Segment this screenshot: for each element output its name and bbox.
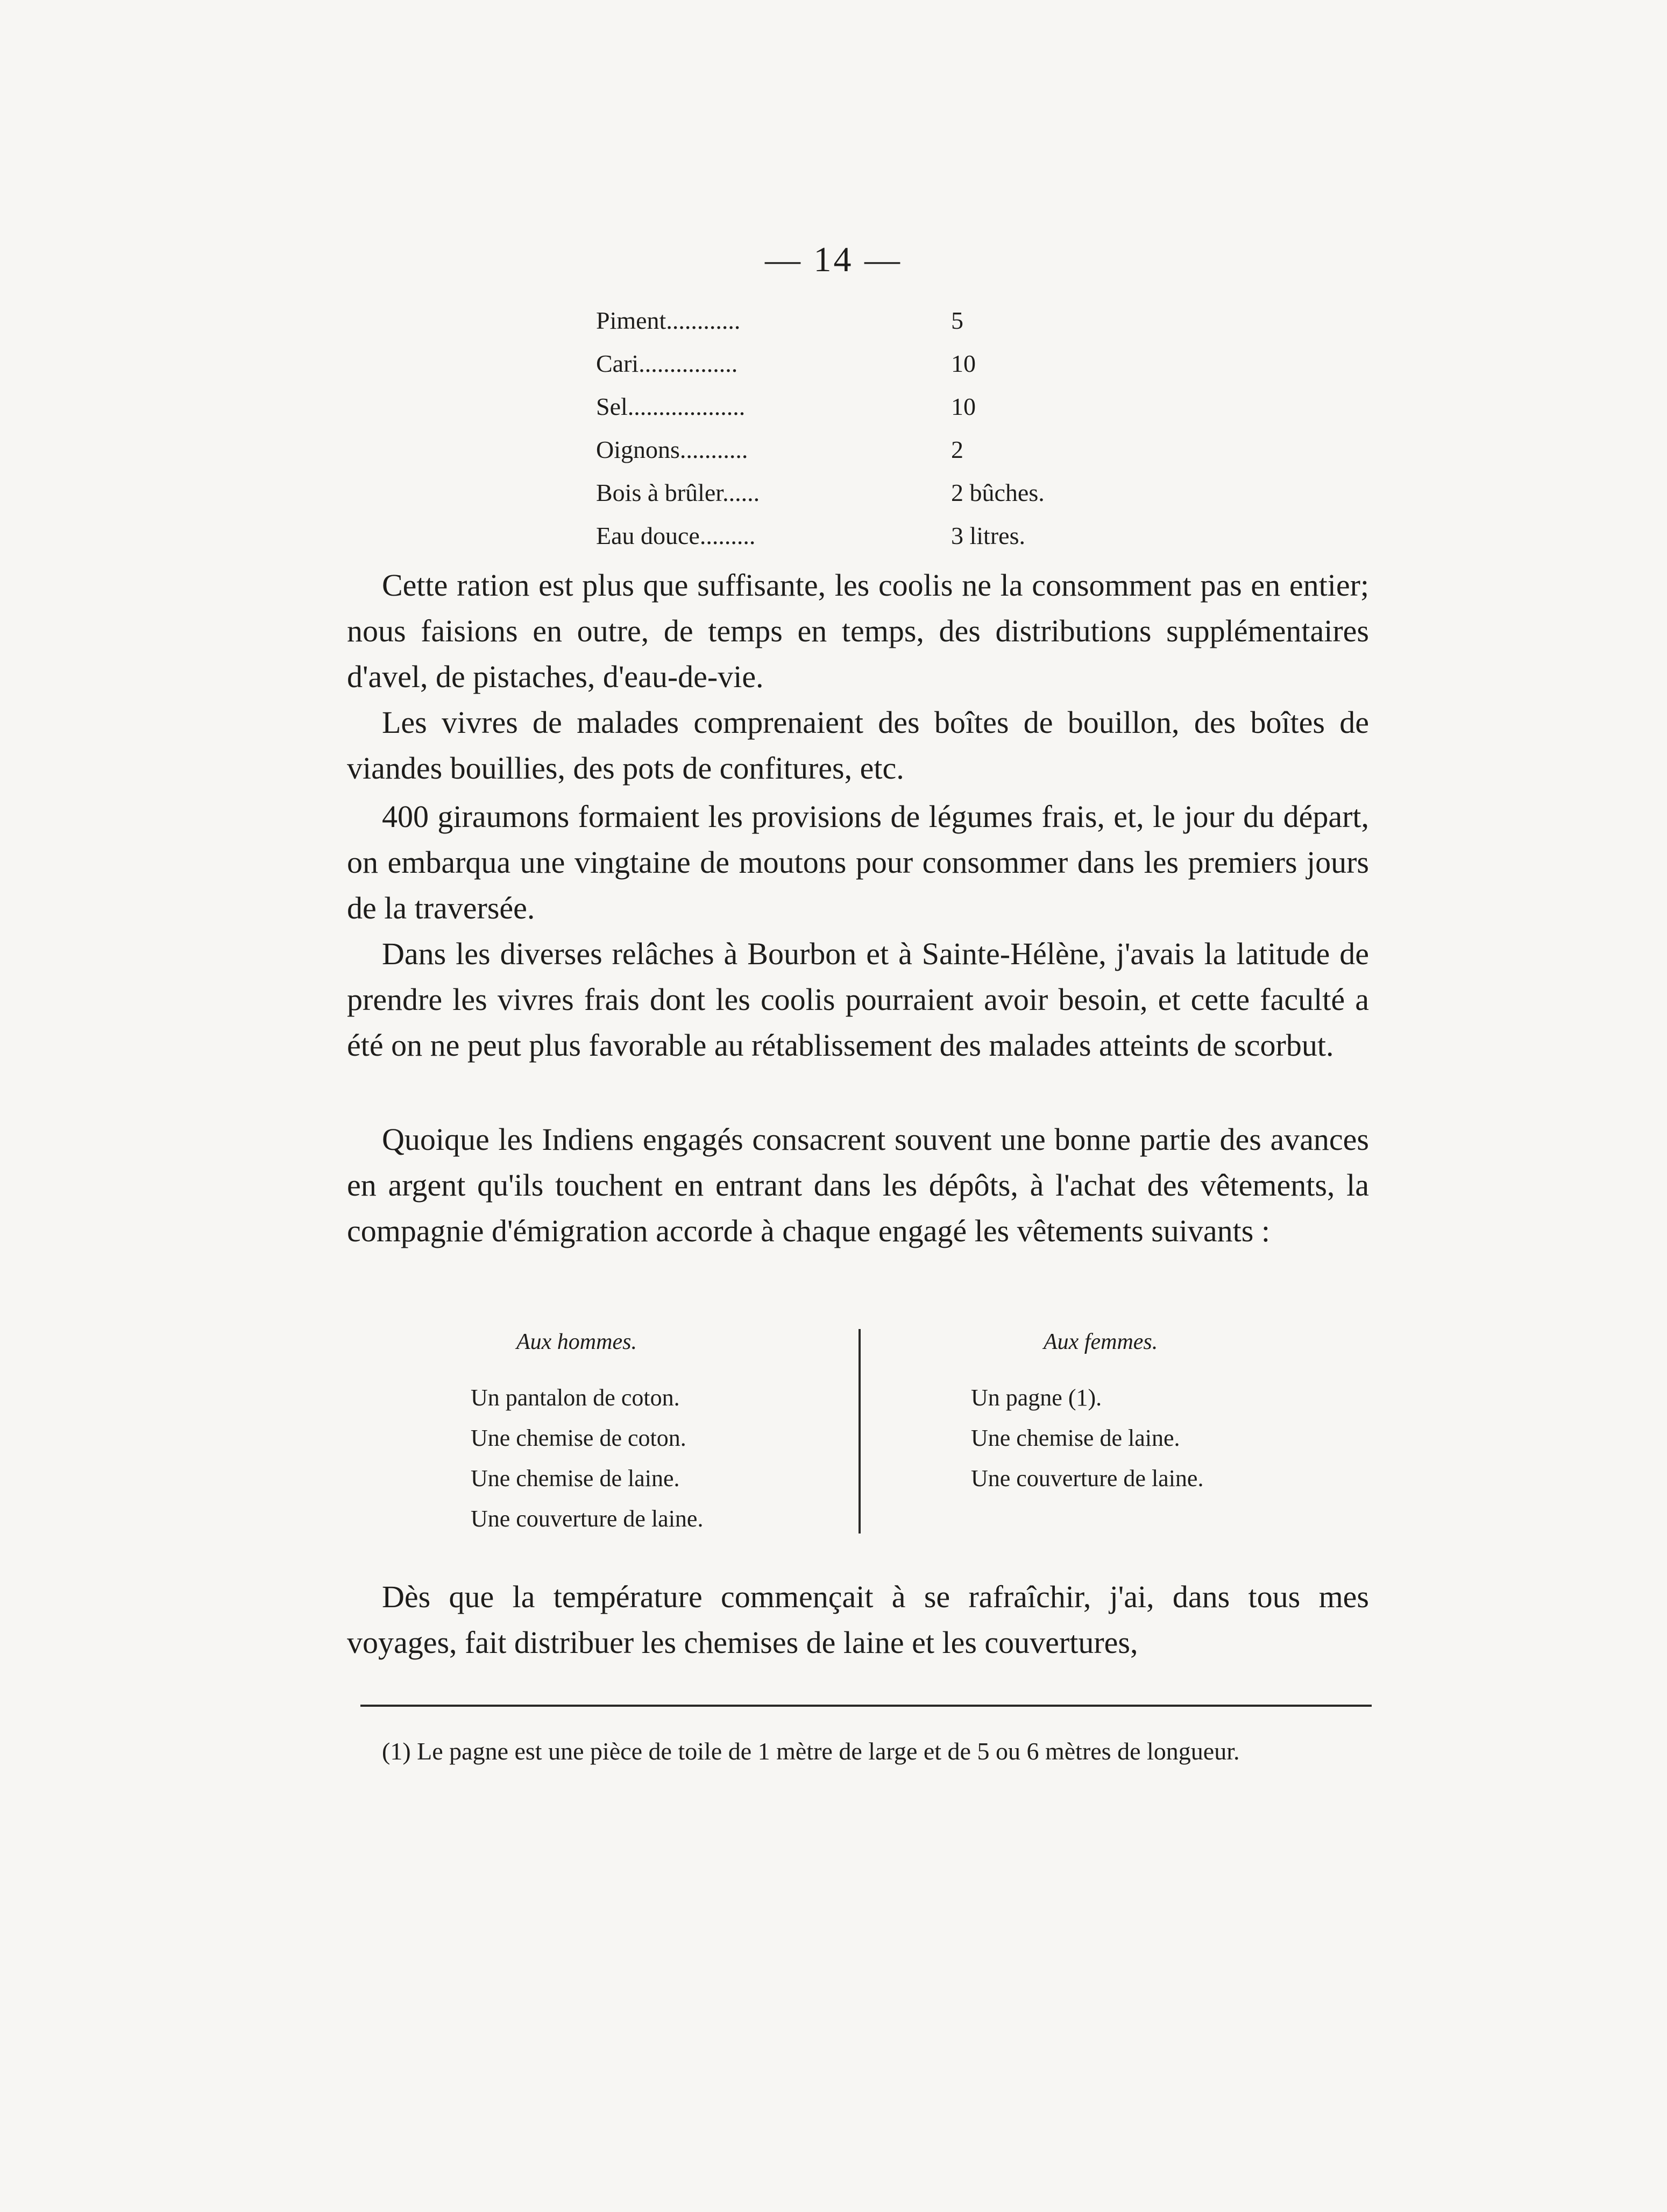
ration-item-label: Piment............ xyxy=(596,306,741,334)
ration-item-label: Cari................ xyxy=(596,349,738,377)
paragraph-text: Cette ration est plus que suffisante, les coolis ne la consomment pas en entier; nous faisions en outre, de temps en temps, des distributions supplémentaires d'avel, de pistaches, d'eau-de-vie. xyxy=(347,568,1369,694)
ration-row xyxy=(596,514,1080,557)
ration-row xyxy=(596,342,1080,385)
ration-item-label: Oignons........... xyxy=(596,435,748,463)
list-item: Un pagne (1). xyxy=(971,1384,1102,1411)
ration-row xyxy=(596,428,1080,471)
ration-item-quantity: 3 litres. xyxy=(951,521,1025,549)
ration-item-label: Eau douce......... xyxy=(596,521,756,549)
list-item: Une chemise de laine. xyxy=(971,1425,1180,1451)
list-item: Une chemise de coton. xyxy=(471,1425,686,1451)
ration-item-quantity: 2 xyxy=(951,435,963,463)
list-item: Une chemise de laine. xyxy=(471,1465,680,1492)
paragraph-sick-provisions xyxy=(347,699,1369,791)
paragraph-text: Dans les diverses relâches à Bourbon et à Sainte-Hélène, j'avais la latitude de prendre les vivres frais dont les coolis pourraient avoir besoin, et cette faculté a été on ne peut plus favorable au rétablissement des malades atteints de scorbut. xyxy=(347,936,1369,1063)
ration-row xyxy=(596,385,1080,428)
men-column-heading: Aux hommes. xyxy=(516,1330,637,1354)
ration-item-quantity: 5 xyxy=(951,306,963,334)
list-item: Une couverture de laine. xyxy=(971,1465,1204,1492)
ration-item-quantity: 10 xyxy=(951,392,976,420)
women-garment-list xyxy=(971,1377,1203,1499)
paragraph-text: 400 giraumons formaient les provisions de légumes frais, et, le jour du départ, on embarqua une vingtaine de moutons pour consommer dans les premiers jours de la traversée. xyxy=(347,799,1369,925)
list-item: Une couverture de laine. xyxy=(471,1506,704,1532)
ration-list xyxy=(596,299,1080,557)
paragraph-ration-sufficiency xyxy=(347,562,1369,699)
paragraph-clothing-intro xyxy=(347,1116,1369,1254)
paragraph-stopovers xyxy=(347,931,1369,1068)
paragraph-fresh-vegetables xyxy=(347,794,1369,931)
footnote-divider xyxy=(360,1705,1372,1707)
paragraph-text: Dès que la température commençait à se rafraîchir, j'ai, dans tous mes voyages, fait distribuer les chemises de laine et les couvertures, xyxy=(347,1579,1369,1660)
ration-item-quantity: 10 xyxy=(951,349,976,377)
column-divider xyxy=(859,1329,861,1533)
list-item: Un pantalon de coton. xyxy=(471,1384,680,1411)
ration-item-quantity: 2 bûches. xyxy=(951,478,1045,506)
paragraph-wool-distribution xyxy=(347,1574,1369,1665)
page-number: — 14 — xyxy=(765,240,902,279)
paragraph-text: Les vivres de malades comprenaient des boîtes de bouillon, des boîtes de viandes bouillies, des pots de confitures, etc. xyxy=(347,705,1369,786)
men-garment-list xyxy=(471,1377,703,1539)
women-column-heading: Aux femmes. xyxy=(1044,1330,1158,1354)
ration-row xyxy=(596,299,1080,342)
paragraph-text: Quoique les Indiens engagés consacrent souvent une bonne partie des avances en argent qu'ils touchent en entrant dans les dépôts, à l'achat des vêtements, la compagnie d'émigration accorde à chaque engagé les vêtements suivants : xyxy=(347,1122,1369,1248)
ration-item-label: Sel................... xyxy=(596,392,746,420)
ration-item-label: Bois à brûler...... xyxy=(596,478,760,506)
garment-table xyxy=(0,1329,1667,1544)
footnote: (1) Le pagne est une pièce de toile de 1 mètre de large et de 5 ou 6 mètres de longueur. xyxy=(382,1737,1240,1765)
ration-row xyxy=(596,471,1080,514)
